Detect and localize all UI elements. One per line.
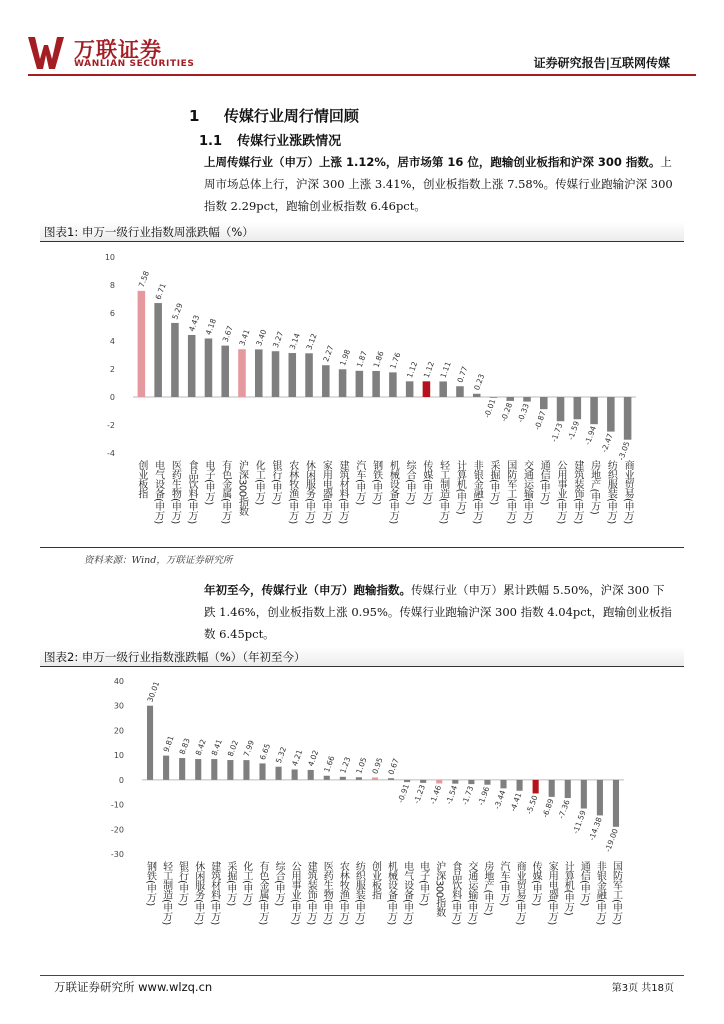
chart2-category-label: 建筑装饰(申万) — [305, 861, 317, 925]
chart2-category-label: 食品饮料(申万) — [449, 861, 461, 925]
chart1-value-label: -0.33 — [515, 402, 531, 424]
chart2-category-label: 轻工制造(申万) — [160, 861, 172, 925]
chart2-value-label: -1.96 — [476, 785, 492, 807]
chart1-bar-机械设备 — [389, 372, 397, 397]
logo-text-en: WANLIAN SECURITIES — [74, 59, 195, 69]
chart2-category-label: 银行(申万) — [176, 861, 188, 906]
chart2-value-label: 8.41 — [209, 737, 224, 757]
chart1-category-label: 银行(申万) — [270, 460, 282, 505]
chart1-category-label: 综合(申万) — [404, 460, 416, 505]
chart2-value-label: 30.01 — [145, 680, 162, 704]
chart2-value-label: -1.73 — [460, 784, 476, 807]
chart2-value-label: 7.99 — [241, 739, 257, 758]
chart2-bar-商业贸易 — [517, 780, 523, 791]
chart1-value-label: 1.86 — [371, 349, 386, 369]
chart2-bar-创业板指 — [372, 778, 378, 780]
chart1-category-label: 农林牧渔(申万) — [286, 460, 298, 524]
chart2-ytick: 20 — [113, 726, 124, 736]
chart2-value-label: -19.00 — [603, 827, 620, 854]
chart1-bar-传媒 — [423, 381, 431, 397]
chart2-category-label: 家用电器(申万) — [546, 861, 558, 925]
chart2-category-label: 商业贸易(申万) — [514, 861, 526, 925]
chart2-bar-农林牧渔 — [340, 777, 346, 780]
chart2-ytd-change — [40, 669, 684, 969]
chart2-value-label: 1.23 — [338, 755, 353, 775]
chart1-bar-有色金属 — [221, 346, 229, 397]
chart2-bar-汽车 — [500, 780, 506, 789]
chart1-ytick: 2 — [109, 365, 115, 374]
chart2-category-label: 有色金属(申万) — [257, 861, 268, 925]
subsection-number: 1.1 — [199, 134, 223, 149]
chart2-bar-建筑装饰 — [308, 770, 314, 780]
chart1-bar-银行 — [272, 351, 280, 397]
chart1-bar-房地产 — [590, 397, 598, 424]
chart1-category-label: 机械设备(申万) — [387, 460, 399, 524]
chart2-bar-房地产 — [484, 780, 490, 785]
chart1-value-label: 0.23 — [472, 372, 487, 392]
ytd-summary-lead: 年初至今，传媒行业（申万）跑输指数。 — [204, 583, 411, 597]
chart1-value-label: 4.43 — [187, 313, 202, 333]
report-type: 证券研究报告|互联网传媒 — [533, 56, 670, 70]
chart1-value-label: 3.27 — [270, 330, 286, 349]
chart1-bar-计算机 — [456, 386, 464, 397]
chart1-category-label: 计算机(申万) — [454, 460, 466, 515]
chart1-value-label: 1.12 — [421, 360, 437, 380]
chart2-category-label: 非银金融(申万) — [594, 861, 606, 925]
chart1-ytick: 10 — [104, 253, 115, 262]
chart1-category-label: 医药生物(申万) — [169, 460, 181, 524]
chart1-category-label: 食品饮料(申万) — [186, 460, 198, 524]
chart2-category-label: 计算机(申万) — [562, 861, 574, 916]
chart2-ytick: -30 — [110, 850, 124, 859]
chart2-bar-纺织服装 — [356, 777, 362, 780]
chart1-category-label: 家用电器(申万) — [320, 460, 332, 524]
chart2-value-label: 1.66 — [322, 754, 337, 774]
chart2-category-label: 汽车(申万) — [498, 861, 509, 906]
logo-text-cn: 万联证券 — [74, 38, 162, 62]
chart2-category-label: 通信(申万) — [578, 861, 590, 906]
chart1-category-label: 房地产(申万) — [588, 460, 600, 515]
chart2-title: 图表2: 申万一级行业指数涨跌幅（%）（年初至今） — [40, 647, 684, 667]
chart1-category-label: 化工(申万) — [253, 460, 265, 505]
chart1-bar-家用电器 — [322, 365, 330, 397]
chart1-bar-公用事业 — [557, 397, 565, 421]
chart1-bar-化工 — [255, 349, 263, 397]
chart2-value-label: 8.42 — [193, 737, 208, 757]
chart1-category-label: 有色金属(申万) — [219, 460, 231, 524]
chart1-category-label: 国防军工(申万) — [504, 460, 516, 524]
chart1-value-label: 1.11 — [438, 360, 453, 380]
chart2-value-label: -7.36 — [556, 798, 572, 820]
chart2-category-label: 采掘(申万) — [224, 861, 236, 906]
chart2-bar-公用事业 — [292, 769, 298, 779]
section-heading — [189, 105, 359, 126]
chart2-ytick: -20 — [110, 825, 124, 835]
chart1-value-label: 1.98 — [338, 348, 353, 367]
chart1-value-label: 3.67 — [220, 324, 235, 344]
source-note: 资料来源：Wind，万联证券研究所 — [84, 555, 233, 566]
chart2-category-label: 电气设备(申万) — [401, 861, 413, 925]
chart1-category-label: 交通运输(申万) — [521, 460, 533, 524]
chart1-ytick: -4 — [107, 449, 115, 458]
chart1-category-label: 电子(申万) — [202, 460, 214, 505]
chart1-value-label: 3.12 — [304, 332, 319, 352]
chart2-bar-电气设备 — [404, 780, 410, 782]
chart1-bar-休闲服务 — [305, 353, 313, 397]
chart1-category-label: 纺织服装(申万) — [605, 460, 617, 524]
chart2-category-label: 医药生物(申万) — [321, 861, 333, 925]
chart1-bar-沪深300指数 — [238, 349, 246, 397]
chart2-value-label: 0.95 — [370, 756, 385, 776]
chart1-weekly-change — [40, 244, 684, 546]
chart1-bottom-rule — [40, 547, 684, 548]
chart1-bar-农林牧渔 — [289, 353, 297, 397]
chart1-bar-创业板指 — [138, 291, 146, 397]
chart2-ytick: 0 — [118, 775, 124, 785]
header-rule — [28, 74, 696, 76]
chart1-value-label: 3.14 — [287, 331, 302, 351]
chart2-category-label: 休闲服务(申万) — [192, 861, 204, 925]
chart2-category-label: 钢铁(申万) — [144, 861, 156, 906]
chart1-category-label: 钢铁(申万) — [370, 460, 382, 505]
chart2-bar-交通运输 — [468, 780, 474, 784]
chart1-value-label: 3.40 — [254, 328, 269, 348]
footer-institute: 万联证券研究所 www.wlzq.cn — [54, 980, 213, 994]
chart1-category-label: 非银金融(申万) — [471, 460, 483, 524]
chart1-value-label: 1.12 — [405, 360, 420, 380]
chart1-value-label: -0.87 — [532, 409, 548, 432]
chart1-value-label: -1.73 — [549, 421, 565, 444]
page-number: 第3页 共18页 — [611, 983, 674, 994]
chart2-ytick: 40 — [113, 677, 124, 686]
chart2-category-label: 化工(申万) — [240, 861, 252, 906]
chart1-bar-国防军工 — [506, 397, 514, 401]
chart2-value-label: 4.21 — [290, 748, 305, 768]
chart1-value-label: 1.87 — [354, 349, 369, 369]
chart1-category-label: 建筑装饰(申万) — [571, 460, 583, 524]
subsection-title: 传媒行业涨跌情况 — [237, 134, 342, 149]
chart2-value-label: 8.02 — [225, 738, 240, 758]
chart1-ytick: 8 — [109, 281, 115, 290]
chart2-category-label: 纺织服装(申万) — [353, 861, 365, 925]
chart2-value-label: -3.44 — [492, 788, 508, 811]
chart1-bar-钢铁 — [372, 371, 380, 397]
chart1-bar-医药生物 — [171, 323, 179, 397]
chart2-value-label: -5.50 — [524, 794, 540, 816]
chart1-ytick: 6 — [109, 309, 115, 318]
chart2-bar-轻工制造 — [163, 756, 169, 780]
chart1-category-label: 商业贸易(申万) — [622, 460, 634, 524]
chart2-value-label: -11.59 — [570, 809, 588, 835]
chart2-value-label: 5.32 — [273, 745, 289, 765]
chart2-category-label: 农林牧渔(申万) — [337, 861, 349, 925]
chart1-category-label: 采掘(申万) — [487, 460, 499, 505]
chart2-bar-化工 — [243, 760, 249, 780]
chart1-bar-电子 — [205, 338, 213, 397]
chart1-ytick: -2 — [107, 421, 115, 430]
chart2-value-label: -14.38 — [587, 816, 604, 842]
chart2-ytick: -10 — [110, 800, 124, 810]
chart2-bar-医药生物 — [324, 776, 330, 780]
chart2-category-label: 公用事业(申万) — [289, 861, 301, 925]
chart1-value-label: 0.77 — [455, 365, 470, 384]
chart2-category-label: 综合(申万) — [273, 861, 285, 906]
chart2-value-label: -1.54 — [444, 784, 460, 806]
chart2-bar-国防军工 — [613, 780, 619, 827]
chart2-bar-采掘 — [227, 760, 233, 780]
chart2-value-label: 1.05 — [354, 756, 369, 775]
chart2-value-label: 0.67 — [386, 757, 401, 776]
chart2-category-label: 国防军工(申万) — [610, 861, 622, 925]
chart2-category-label: 房地产(申万) — [481, 861, 493, 916]
chart2-bar-机械设备 — [388, 778, 394, 780]
chart2-value-label: -1.23 — [411, 783, 428, 805]
chart2-bar-银行 — [179, 758, 185, 780]
chart1-value-label: -0.28 — [499, 401, 515, 423]
chart2-bar-传媒 — [533, 780, 539, 794]
chart1-category-label: 汽车(申万) — [353, 460, 365, 505]
chart1-ytick: 0 — [109, 393, 115, 402]
chart1-bar-通信 — [540, 397, 548, 409]
chart1-value-label: 7.58 — [136, 269, 151, 289]
chart2-bar-计算机 — [565, 780, 571, 798]
weekly-summary-paragraph — [204, 151, 674, 217]
chart2-category-label: 创业板指 — [369, 861, 381, 899]
chart1-value-label: -0.01 — [482, 397, 498, 420]
chart2-category-label: 建筑材料(申万) — [208, 861, 220, 925]
chart1-bar-非银金融 — [473, 394, 481, 397]
chart2-bar-通信 — [581, 780, 587, 809]
chart1-bar-建筑装饰 — [574, 397, 582, 419]
section-title: 传媒行业周行情回顾 — [223, 107, 359, 125]
chart2-bar-非银金融 — [597, 780, 603, 816]
chart1-value-label: 1.76 — [388, 351, 403, 371]
chart1-category-label: 传媒(申万) — [420, 460, 432, 505]
chart2-category-label: 沪深300指数 — [433, 861, 445, 917]
footer-rule — [40, 975, 684, 976]
chart2-bar-休闲服务 — [195, 759, 201, 780]
chart2-bar-食品饮料 — [452, 780, 458, 784]
wanlian-logo-icon — [28, 37, 68, 69]
chart2-bar-综合 — [276, 767, 282, 780]
chart2-category-label: 交通运输(申万) — [465, 861, 477, 925]
chart1-bar-采掘 — [490, 397, 498, 398]
chart1-category-label: 电气设备(申万) — [152, 460, 164, 524]
chart1-category-label: 创业板指 — [135, 460, 147, 498]
chart1-value-label: -2.47 — [599, 432, 615, 454]
chart2-bar-有色金属 — [259, 763, 265, 779]
chart1-bar-轻工制造 — [439, 381, 447, 397]
chart2-value-label: 6.65 — [257, 742, 273, 762]
subsection-heading — [199, 130, 341, 149]
chart2-bar-建筑材料 — [211, 759, 217, 780]
chart2-category-label: 机械设备(申万) — [385, 861, 397, 925]
chart1-bar-食品饮料 — [188, 335, 196, 397]
chart2-ytick: 30 — [113, 701, 124, 711]
chart2-value-label: 8.83 — [177, 736, 192, 756]
chart2-value-label: -4.41 — [508, 791, 524, 813]
chart1-ytick: 4 — [109, 337, 115, 346]
chart1-value-label: 4.18 — [203, 317, 219, 337]
chart2-value-label: 4.02 — [306, 748, 321, 768]
chart1-title: 图表1: 申万一级行业指数周涨跌幅（%） — [40, 222, 684, 242]
chart2-bar-电子 — [420, 780, 426, 783]
chart1-bar-汽车 — [356, 371, 364, 397]
chart2-value-label: 9.81 — [161, 734, 176, 754]
ytd-summary-paragraph — [204, 579, 674, 645]
chart2-bar-沪深300指数 — [436, 780, 442, 784]
chart1-value-label: 2.27 — [321, 344, 336, 363]
chart1-bar-综合 — [406, 381, 414, 397]
weekly-summary-lead: 上周传媒行业（申万）上涨 1.12%，居市场第 16 位，跑输创业板指和沪深 300 指数。 — [204, 155, 661, 169]
chart1-category-label: 公用事业(申万) — [555, 460, 567, 524]
chart1-value-label: 5.29 — [170, 301, 185, 321]
chart2-value-label: -6.89 — [540, 797, 556, 819]
chart1-value-label: -3.05 — [616, 440, 632, 462]
chart1-bar-纺织服装 — [607, 397, 615, 432]
chart2-category-label: 传媒(申万) — [530, 861, 542, 906]
chart2-value-label: -1.46 — [428, 784, 444, 806]
chart1-value-label: 3.41 — [237, 328, 252, 347]
section-number: 1 — [189, 107, 200, 125]
chart1-category-label: 轻工制造(申万) — [437, 460, 449, 524]
chart1-category-label: 沪深300指数 — [236, 460, 248, 516]
weekly-summary-body: 上周市场总体上行，沪深 300 上涨 3.41%，创业板指数上涨 7.58%。传媒行业跑输沪深 300 指数 2.29pct，跑输创业板指数 6.46pct。 — [204, 155, 673, 213]
chart1-bar-建筑材料 — [339, 369, 347, 397]
chart1-value-label: 6.71 — [153, 281, 168, 301]
chart1-value-label: -1.94 — [582, 424, 598, 447]
chart2-category-label: 电子(申万) — [417, 861, 429, 906]
chart1-category-label: 通信(申万) — [538, 460, 550, 505]
chart1-value-label: -1.59 — [566, 419, 582, 442]
chart1-category-label: 建筑材料(申万) — [337, 460, 349, 524]
chart2-value-label: -0.91 — [395, 782, 411, 805]
chart1-bar-电气设备 — [154, 303, 162, 397]
chart1-bar-商业贸易 — [624, 397, 632, 440]
ytd-summary-body: 传媒行业（申万）累计跌幅 5.50%，沪深 300 下跌 1.46%，创业板指数上涨 0.95%。传媒行业跑输沪深 300 指数 4.04pct，跑输创业板指数 6.45pct。 — [204, 583, 672, 641]
chart2-bar-钢铁 — [147, 706, 153, 780]
chart1-category-label: 休闲服务(申万) — [303, 460, 315, 524]
chart2-bar-家用电器 — [549, 780, 555, 797]
chart2-ytick: 10 — [113, 751, 124, 761]
chart1-bar-交通运输 — [523, 397, 531, 402]
